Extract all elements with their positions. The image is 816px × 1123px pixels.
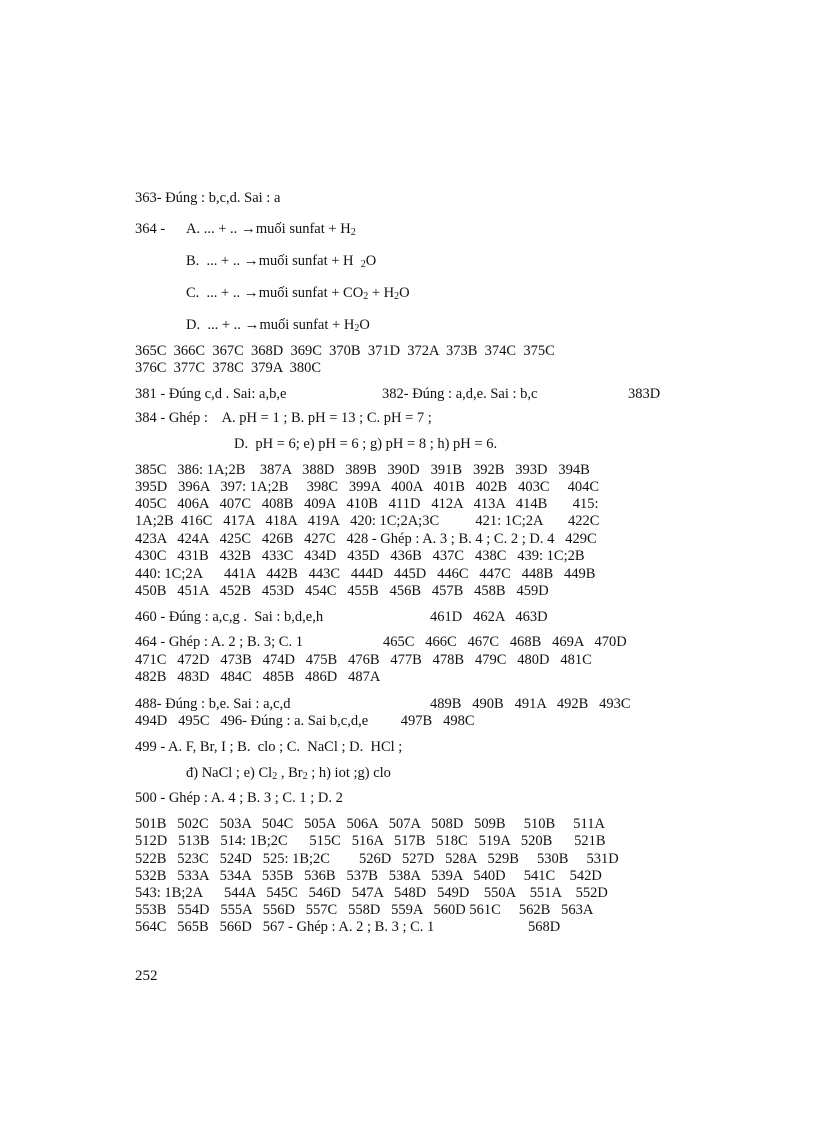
answer-500: 500 - Ghép : A. 4 ; B. 3 ; C. 1 ; D. 2 bbox=[135, 790, 343, 806]
answers-522-531: 522B 523C 524D 525: 1B;2C 526D 527D 528A 529B 530B 531D bbox=[135, 851, 619, 867]
answers-365-375: 365C 366C 367C 368D 369C 370B 371D 372A 373B 374C 375C bbox=[135, 343, 555, 359]
answers-405-415: 405C 406A 407C 408B 409A 410B 411D 412A 413A 414B 415: bbox=[135, 496, 599, 512]
answer-568: 568D bbox=[528, 919, 561, 935]
answers-430-439: 430C 431B 432B 433C 434D 435D 436B 437C 438C 439: 1C;2B bbox=[135, 548, 585, 564]
answers-450-459: 450B 451A 452B 453D 454C 455B 456B 457B 458B 459D bbox=[135, 583, 549, 599]
answers-494-498: 494D 495C 496- Đúng : a. Sai b,c,d,e 497B 498C bbox=[135, 713, 475, 729]
answers-482-487: 482B 483D 484C 485B 486D 487A bbox=[135, 669, 381, 685]
answer-464: 464 - Ghép : A. 2 ; B. 3; C. 1 bbox=[135, 634, 303, 650]
answers-395-404: 395D 396A 397: 1A;2B 398C 399A 400A 401B 402B 403C 404C bbox=[135, 479, 600, 495]
answer-460: 460 - Đúng : a,c,g . Sai : b,d,e,h bbox=[135, 609, 324, 625]
answers-489-493: 489B 490B 491A 492B 493C bbox=[430, 696, 631, 712]
subscript: 2 bbox=[394, 291, 400, 302]
answers-501-511: 501B 502C 503A 504C 505A 506A 507A 508D 509B 510B 511A bbox=[135, 816, 605, 832]
answer-364-number: 364 - bbox=[135, 221, 166, 237]
answers-543-552: 543: 1B;2A 544A 545C 546D 547A 548D 549D 550A 551A 552D bbox=[135, 885, 608, 901]
answer-part: ; h) iot ;g) clo bbox=[307, 765, 391, 781]
answer-499: 499 - A. F, Br, I ; B. clo ; C. NaCl ; D. HCl ; bbox=[135, 739, 403, 755]
answer-part: đ) NaCl ; e) Cl bbox=[186, 765, 273, 781]
equation-lhs: A. ... + .. bbox=[186, 221, 238, 237]
answers-465-470: 465C 466C 467C 468B 469A 470D bbox=[383, 634, 627, 650]
arrow-icon: → bbox=[240, 221, 256, 237]
answer-382: 382- Đúng : a,d,e. Sai : b,c bbox=[382, 386, 538, 402]
answer-381: 381 - Đúng c,d . Sai: a,b,e bbox=[135, 386, 287, 402]
subscript: 2 bbox=[272, 771, 278, 782]
equation-lhs: D. ... + .. bbox=[186, 317, 241, 333]
subscript: 2 bbox=[360, 259, 366, 270]
equation-rhs: muối sunfat + H bbox=[259, 317, 355, 333]
answers-376-380: 376C 377C 378C 379A 380C bbox=[135, 360, 322, 376]
equation-end: O bbox=[399, 285, 410, 301]
subscript: 2 bbox=[350, 227, 356, 238]
answers-564-567: 564C 565B 566D 567 - Ghép : A. 2 ; B. 3 ; C. 1 bbox=[135, 919, 435, 935]
answer-part: , Br bbox=[277, 765, 303, 781]
equation-364b bbox=[186, 253, 376, 270]
answer-384: 384 - Ghép : A. pH = 1 ; B. pH = 13 ; C. pH = 7 ; bbox=[135, 410, 432, 426]
answers-415-422: 1A;2B 416C 417A 418A 419A 420: 1C;2A;3C 421: 1C;2A 422C bbox=[135, 513, 600, 529]
equation-364a bbox=[186, 221, 356, 238]
answers-440-449: 440: 1C;2A 441A 442B 443C 444D 445D 446C 447C 448B 449B bbox=[135, 566, 596, 582]
answer-488: 488- Đúng : b,e. Sai : a,c,d bbox=[135, 696, 291, 712]
answer-499-cont bbox=[186, 765, 391, 782]
answers-423-429: 423A 424A 425C 426B 427C 428 - Ghép : A. 3 ; B. 4 ; C. 2 ; D. 4 429C bbox=[135, 531, 597, 547]
answers-532-542: 532B 533A 534A 535B 536B 537B 538A 539A 540D 541C 542D bbox=[135, 868, 602, 884]
answers-461-463: 461D 462A 463D bbox=[430, 609, 548, 625]
equation-rhs: muối sunfat + CO bbox=[258, 285, 364, 301]
equation-rhs: muối sunfat + H bbox=[258, 253, 354, 269]
answer-384-cont: D. pH = 6; e) pH = 6 ; g) pH = 8 ; h) pH = 6. bbox=[234, 436, 498, 452]
answer-363: 363- Đúng : b,c,d. Sai : a bbox=[135, 190, 281, 206]
arrow-icon: → bbox=[243, 253, 259, 269]
subscript: 2 bbox=[302, 771, 308, 782]
equation-end: O bbox=[359, 317, 370, 333]
equation-364c bbox=[186, 285, 410, 302]
answer-383: 383D bbox=[628, 386, 661, 402]
equation-364d bbox=[186, 317, 370, 334]
answers-553-563: 553B 554D 555A 556D 557C 558D 559A 560D 561C 562B 563A bbox=[135, 902, 594, 918]
answers-471-481: 471C 472D 473B 474D 475B 476B 477B 478B 479C 480D 481C bbox=[135, 652, 592, 668]
equation-lhs: B. ... + .. bbox=[186, 253, 241, 269]
answers-512-521: 512D 513B 514: 1B;2C 515C 516A 517B 518C 519A 520B 521B bbox=[135, 833, 606, 849]
subscript: 2 bbox=[363, 291, 369, 302]
subscript: 2 bbox=[354, 323, 360, 334]
equation-end: O bbox=[365, 253, 377, 269]
answers-385-394: 385C 386: 1A;2B 387A 388D 389B 390D 391B 392B 393D 394B bbox=[135, 462, 590, 478]
equation-lhs: C. ... + .. bbox=[186, 285, 241, 301]
equation-rhs: muối sunfat + H bbox=[255, 221, 351, 237]
arrow-icon: → bbox=[243, 285, 259, 301]
equation-mid: + H bbox=[368, 285, 395, 301]
arrow-icon: → bbox=[244, 317, 260, 333]
page-number: 252 bbox=[135, 968, 158, 984]
